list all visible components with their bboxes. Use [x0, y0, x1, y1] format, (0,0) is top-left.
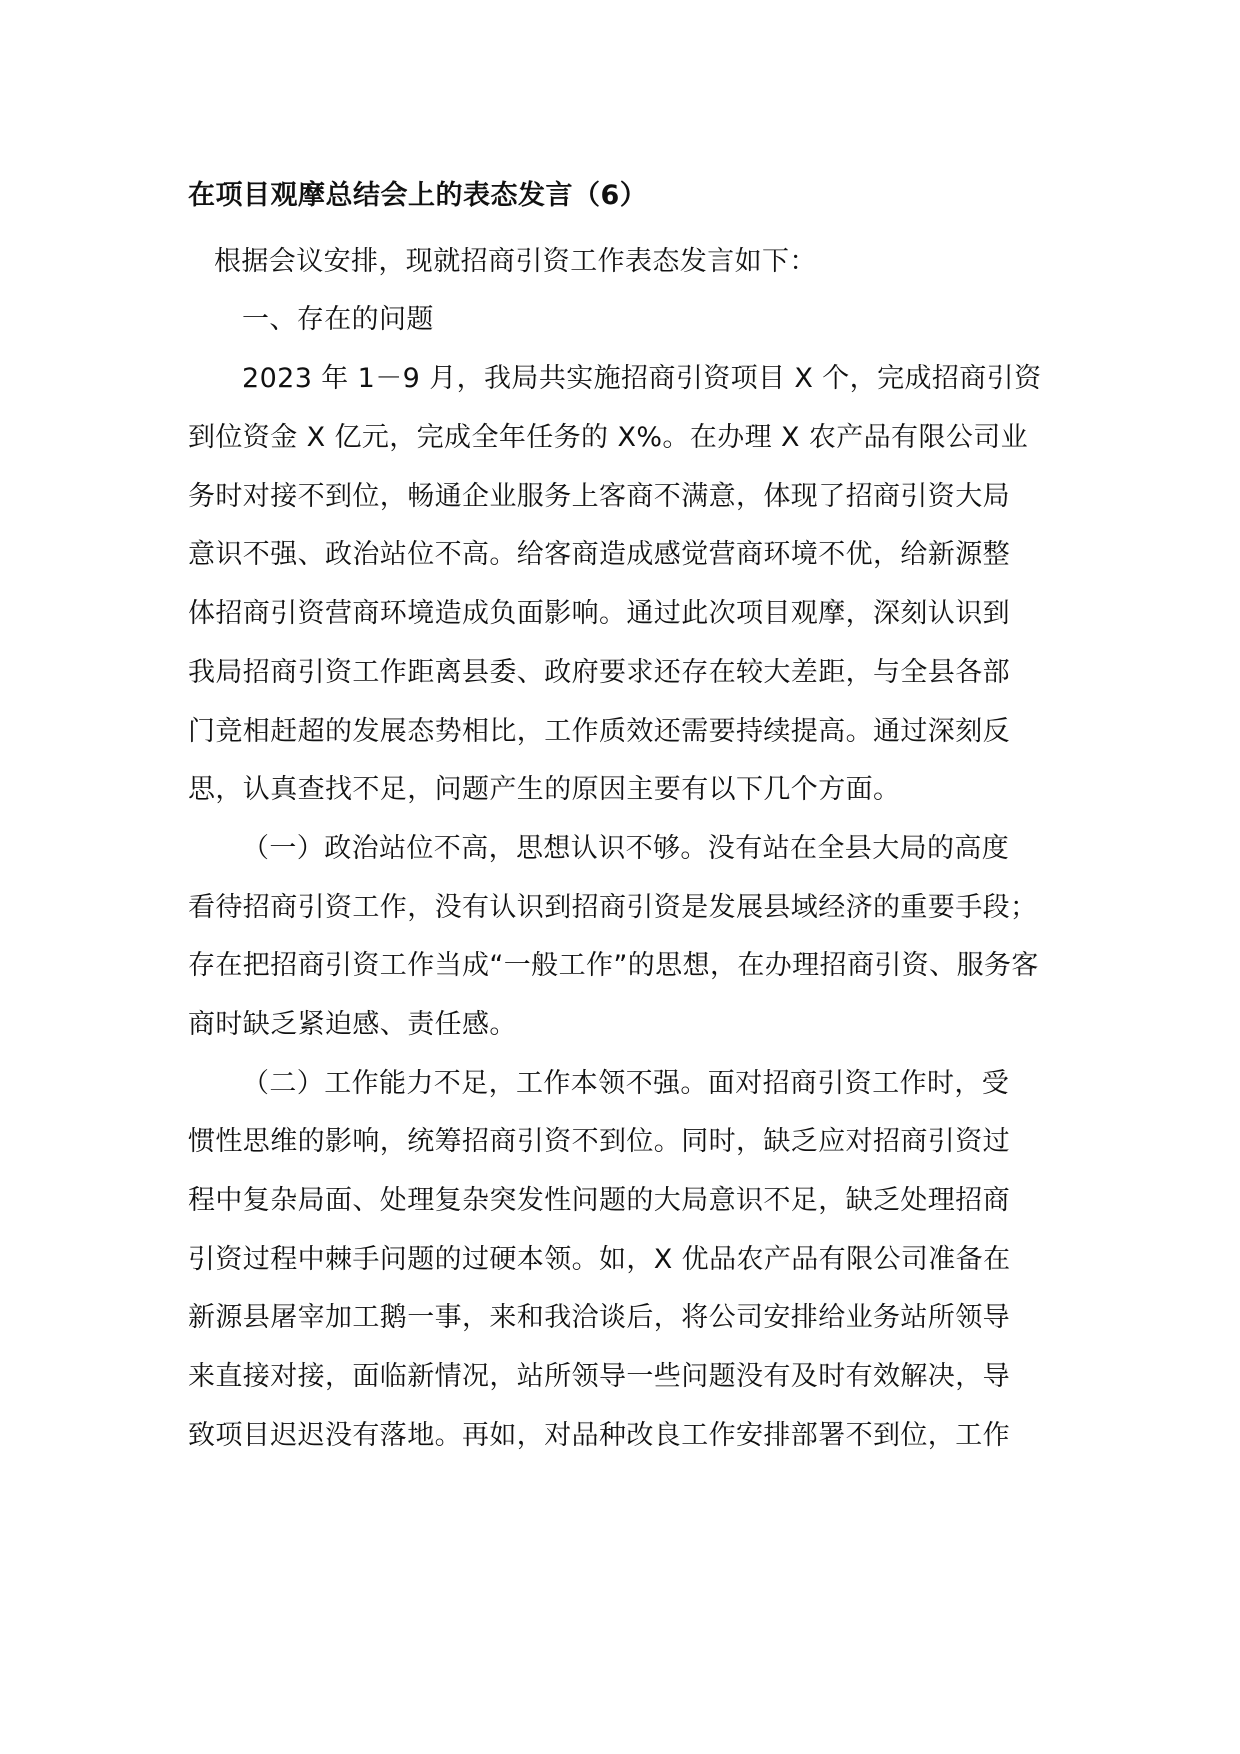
- paragraph-line: 程中复杂局面、处理复杂突发性问题的大局意识不足，缺乏处理招商: [188, 1185, 1010, 1216]
- document-title: 在项目观摩总结会上的表态发言（6）: [188, 180, 648, 211]
- paragraph-line: 体招商引资营商环境造成负面影响。通过此次项目观摩，深刻认识到: [188, 598, 1010, 629]
- paragraph-line: 门竞相赶超的发展态势相比，工作质效还需要持续提高。通过深刻反: [188, 716, 1010, 747]
- paragraph-line: 致项目迟迟没有落地。再如，对品种改良工作安排部署不到位，工作: [188, 1420, 1010, 1451]
- paragraph-line: 意识不强、政治站位不高。给客商造成感觉营商环境不优，给新源整: [188, 539, 1010, 570]
- paragraph-line-intro: 根据会议安排，现就招商引资工作表态发言如下：: [214, 246, 817, 277]
- paragraph-line: 引资过程中棘手问题的过硬本领。如，X 优品农产品有限公司准备在: [188, 1244, 1011, 1275]
- paragraph-line: 新源县屠宰加工鹅一事，来和我洽谈后，将公司安排给业务站所领导: [188, 1302, 1010, 1333]
- paragraph-line: 存在把招商引资工作当成“一般工作”的思想，在办理招商引资、服务客: [188, 950, 1039, 981]
- paragraph-line: 思，认真查找不足，问题产生的原因主要有以下几个方面。: [188, 774, 901, 805]
- paragraph-line: 来直接对接，面临新情况，站所领导一些问题没有及时有效解决，导: [188, 1361, 1010, 1392]
- paragraph-line: 2023 年 1－9 月，我局共实施招商引资项目 X 个，完成招商引资: [242, 363, 1042, 394]
- paragraph-line: 到位资金 X 亿元，完成全年任务的 X%。在办理 X 农产品有限公司业: [188, 422, 1029, 453]
- paragraph-line: （二）工作能力不足，工作本领不强。面对招商引资工作时，受: [242, 1068, 1010, 1099]
- paragraph-line: （一）政治站位不高，思想认识不够。没有站在全县大局的高度: [242, 833, 1010, 864]
- paragraph-line: 惯性思维的影响，统筹招商引资不到位。同时，缺乏应对招商引资过: [188, 1126, 1010, 1157]
- paragraph-line: 看待招商引资工作，没有认识到招商引资是发展县域经济的重要手段；: [188, 892, 1038, 923]
- paragraph-line: 我局招商引资工作距离县委、政府要求还存在较大差距，与全县各部: [188, 657, 1010, 688]
- section-heading-problems: 一、存在的问题: [242, 304, 434, 335]
- paragraph-line: 务时对接不到位，畅通企业服务上客商不满意，体现了招商引资大局: [188, 481, 1010, 512]
- paragraph-line: 商时缺乏紧迫感、责任感。: [188, 1009, 517, 1040]
